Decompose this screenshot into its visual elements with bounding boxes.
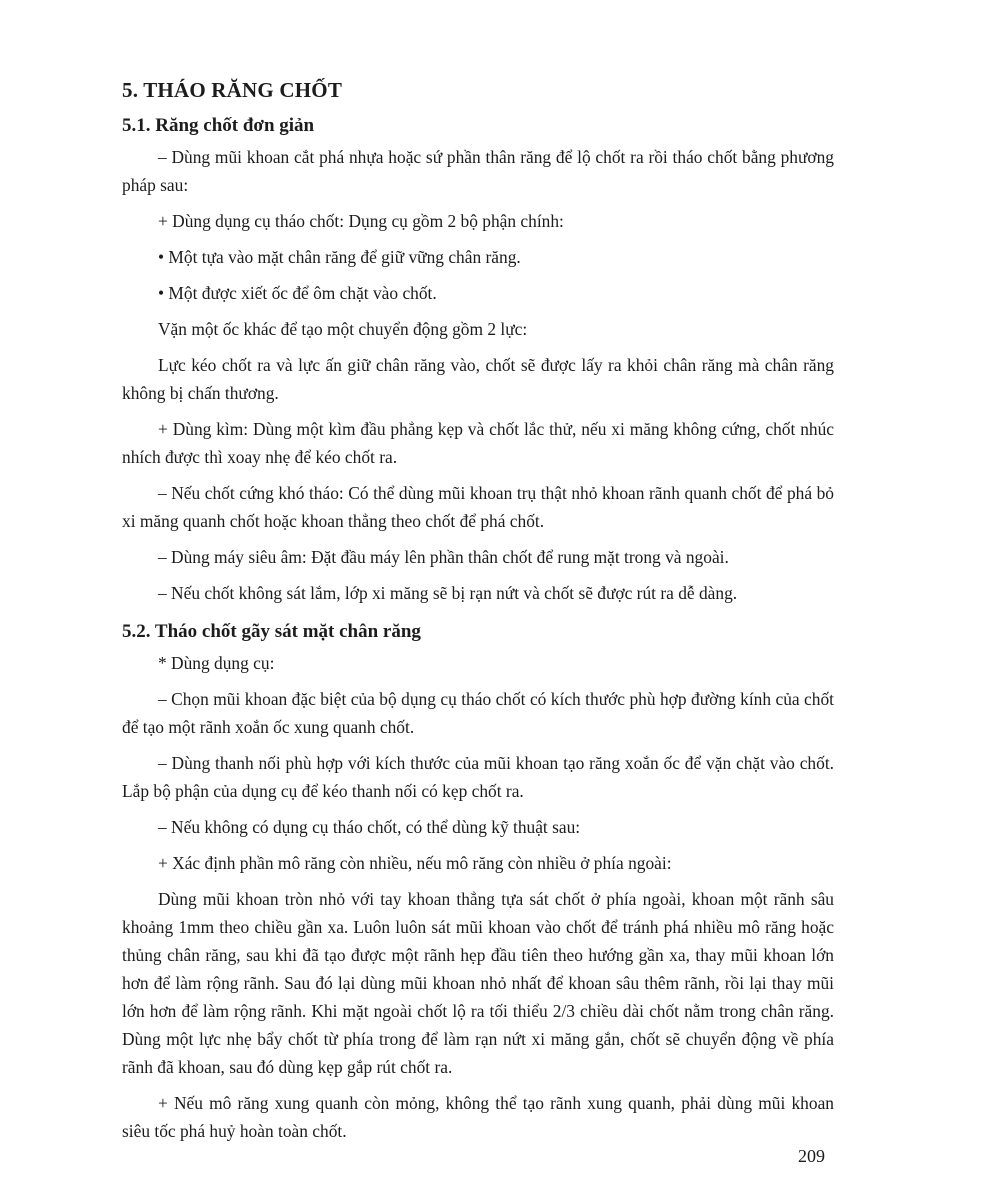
paragraph: • Một được xiết ốc để ôm chặt vào chốt.	[158, 283, 437, 303]
paragraph: + Nếu mô răng xung quanh còn mỏng, không thể tạo rãnh xung quanh, phải dùng mũi khoan siêu tốc phá huỷ hoàn toàn chốt.	[122, 1093, 834, 1141]
main-heading: 5. THÁO RĂNG CHỐT	[122, 78, 343, 102]
paragraph: – Nếu chốt cứng khó tháo: Có thể dùng mũi khoan trụ thật nhỏ khoan rãnh quanh chốt để phá bỏ xi măng quanh chốt hoặc khoan thẳng theo chốt để phá chốt.	[122, 483, 834, 531]
paragraph: Vặn một ốc khác để tạo một chuyển động gồm 2 lực:	[158, 319, 528, 339]
paragraph: * Dùng dụng cụ:	[158, 653, 275, 673]
paragraph: • Một tựa vào mặt chân răng để giữ vững chân răng.	[158, 247, 521, 267]
paragraph: – Nếu không có dụng cụ tháo chốt, có thể dùng kỹ thuật sau:	[158, 817, 581, 837]
paragraph: Dùng mũi khoan tròn nhỏ với tay khoan thẳng tựa sát chốt ở phía ngoài, khoan một rãnh sâu khoảng 1mm theo chiều gần xa. Luôn luôn sát mũi khoan vào chốt để tránh phá nhiều mô răng hoặc thủng chân răng, sau khi đã tạo được một rãnh hẹp đầu tiên theo hướng gần xa, thay mũi khoan lớn hơn để làm rộng rãnh. Sau đó lại dùng mũi khoan nhỏ nhất để khoan sâu thêm rãnh, rồi lại thay mũi lớn hơn để làm rộng rãnh. Khi mặt ngoài chốt lộ ra tối thiểu 2/3 chiều dài chốt nằm trong chân răng. Dùng một lực nhẹ bẩy chốt từ phía trong để làm rạn nứt xi măng gắn, chốt sẽ chuyển động về phía rãnh đã khoan, sau đó dùng kẹp gắp rút chốt ra.	[122, 889, 834, 1077]
page-number: 209	[798, 1146, 825, 1166]
paragraph: + Dùng kìm: Dùng một kìm đầu phẳng kẹp và chốt lắc thử, nếu xi măng không cứng, chốt nhúc nhích được thì xoay nhẹ để kéo chốt ra.	[122, 419, 834, 467]
page-content	[122, 78, 834, 1153]
paragraph: + Dùng dụng cụ tháo chốt: Dụng cụ gồm 2 bộ phận chính:	[158, 211, 564, 231]
paragraph: – Dùng máy siêu âm: Đặt đầu máy lên phần thân chốt để rung mặt trong và ngoài.	[158, 547, 729, 567]
paragraph: + Xác định phần mô răng còn nhiều, nếu mô răng còn nhiều ở phía ngoài:	[158, 853, 672, 873]
section-2-title: 5.2. Tháo chốt gãy sát mặt chân răng	[122, 621, 421, 642]
section-1-title: 5.1. Răng chốt đơn giản	[122, 115, 315, 136]
paragraph: – Nếu chốt không sát lắm, lớp xi măng sẽ bị rạn nứt và chốt sẽ được rút ra dễ dàng.	[158, 583, 738, 603]
paragraph: – Chọn mũi khoan đặc biệt của bộ dụng cụ tháo chốt có kích thước phù hợp đường kính của chốt để tạo một rãnh xoắn ốc xung quanh chốt.	[122, 689, 834, 737]
paragraph: – Dùng mũi khoan cắt phá nhựa hoặc sứ phần thân răng để lộ chốt ra rồi tháo chốt bằng phương pháp sau:	[122, 147, 834, 195]
paragraph: – Dùng thanh nối phù hợp với kích thước của mũi khoan tạo răng xoắn ốc để vặn chặt vào chốt. Lắp bộ phận của dụng cụ để kéo thanh nối có kẹp chốt ra.	[122, 753, 834, 801]
paragraph: Lực kéo chốt ra và lực ấn giữ chân răng vào, chốt sẽ được lấy ra khỏi chân răng mà chân răng không bị chấn thương.	[122, 355, 834, 403]
